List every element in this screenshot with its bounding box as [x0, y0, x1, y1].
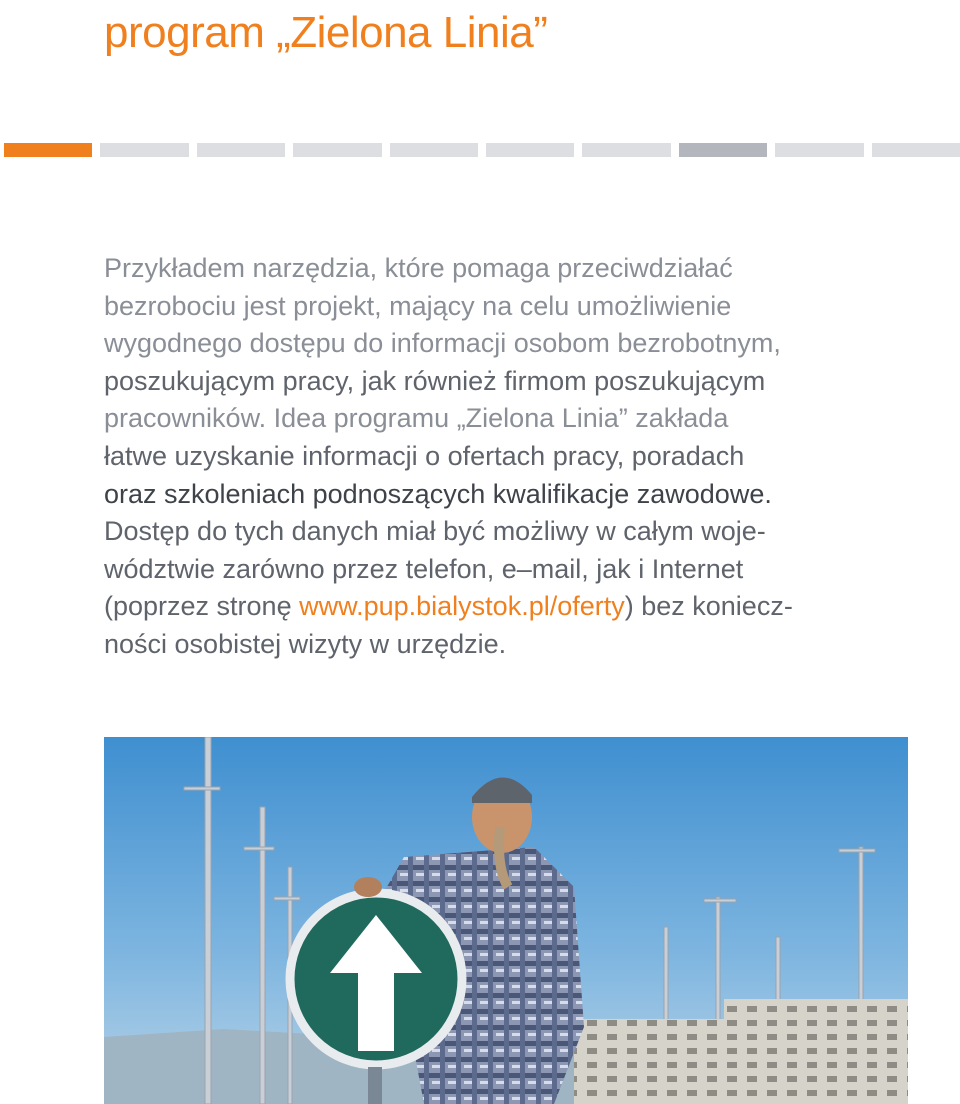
body-line: bezrobociu jest projekt, mający na celu umożliwienie: [104, 290, 732, 321]
body-line-text: (poprzez stronę: [104, 591, 300, 622]
progress-bar-segment: [100, 143, 188, 157]
body-line: poszukującym pracy, jak również firmom poszukującym: [104, 365, 766, 396]
progress-bar-segment: [197, 143, 285, 157]
progress-bar-segment: [679, 143, 767, 157]
body-line: Dostęp do tych danych miał być możliwy w całym woje-: [104, 516, 766, 547]
offers-link[interactable]: www.pup.bialystok.pl/oferty: [299, 591, 625, 622]
progress-bar-segment: [486, 143, 574, 157]
photo-man-with-arrow-sign: [104, 737, 908, 1104]
body-paragraph: [104, 250, 904, 664]
body-line: wództwie zarówno przez telefon, e–mail, jak i Internet: [104, 553, 744, 584]
progress-bar-segment: [293, 143, 381, 157]
progress-bar-segment: [390, 143, 478, 157]
progress-bar-active: [4, 143, 92, 157]
progress-bar-segment: [582, 143, 670, 157]
body-line-text: ) bez koniecz-: [624, 591, 793, 622]
page-title: program „Zielona Linia”: [104, 8, 548, 57]
body-line: wygodnego dostępu do informacji osobom bezrobotnym,: [104, 328, 781, 359]
body-line: łatwe uzyskanie informacji o ofertach pracy, poradach: [104, 440, 745, 471]
body-line: ności osobistej wizyty w urzędzie.: [104, 628, 507, 659]
body-line: oraz szkoleniach podnoszących kwalifikacje zawodowe.: [104, 478, 772, 509]
progress-bar-segment: [872, 143, 960, 157]
body-line: [104, 588, 904, 626]
progress-bar-segment: [775, 143, 863, 157]
body-line: pracowników. Idea programu „Zielona Linia” zakłada: [104, 403, 729, 434]
body-line: Przykładem narzędzia, które pomaga przeciwdziałać: [104, 253, 733, 283]
section-progress-bars: [0, 143, 960, 157]
